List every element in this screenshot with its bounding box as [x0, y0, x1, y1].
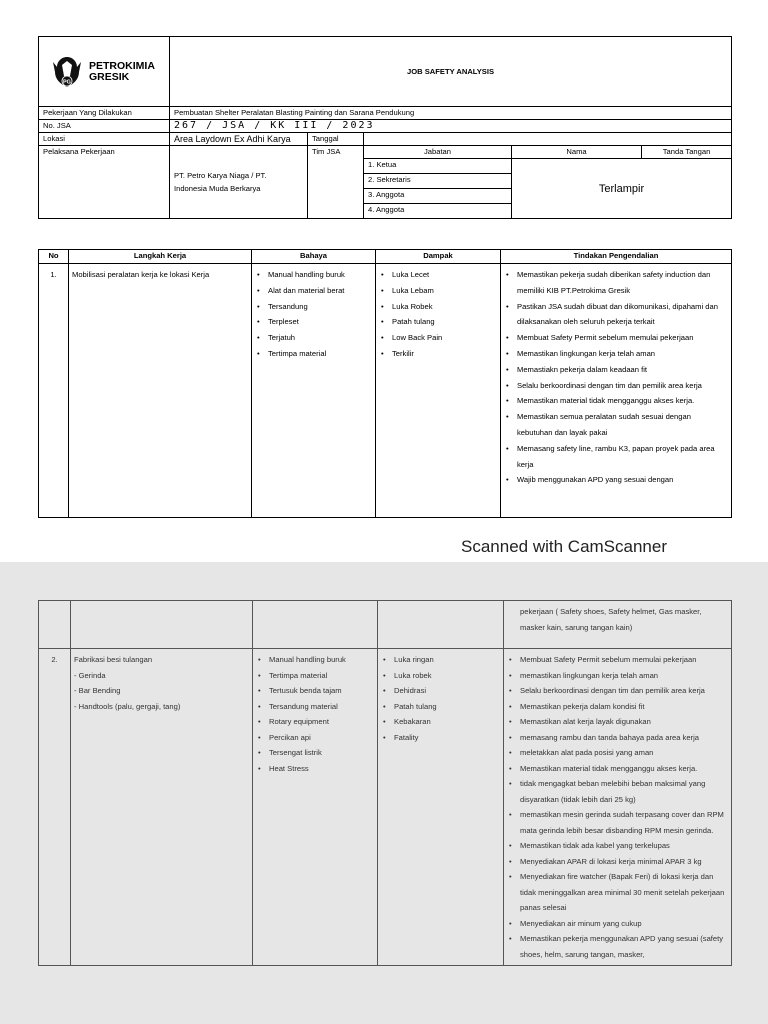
document-page-2 [0, 562, 768, 1024]
langkah-item: - Bar Bending [74, 686, 121, 695]
list-item: • Alat dan material berat [255, 283, 372, 299]
blank-cell [39, 601, 71, 649]
jsa-header-table [38, 36, 732, 219]
list-item: • Low Back Pain [379, 330, 497, 346]
list-item: • Manual handling buruk [255, 267, 372, 283]
list-item: • Menyediakan fire watcher (Bapak Feri) di lokasi kerja dan tidak meninggalkan area minimal 30 menit setelah pekerjaan panas selesai [507, 869, 728, 916]
langkah-item: - Handtools (palu, gergaji, tang) [74, 701, 181, 711]
jabatan-item: 2. Sekretaris [364, 174, 512, 189]
list-item: • Dehidrasi [381, 683, 500, 699]
list-item: • Memastiakn pekerja dalam keadaan fit [504, 362, 728, 378]
tanggal-value [364, 133, 732, 146]
list-item: • Tersandung material [256, 699, 374, 715]
list-item: • Memastikan pekerja sudah diberikan safety induction dan memiliki KIB PT.Petrokima Gresik [504, 267, 728, 299]
list-item: • Memasang safety line, rambu K3, papan proyek pada area kerja [504, 441, 728, 473]
list-item: • Memastikan alat kerja layak digunakan [507, 714, 728, 730]
list-item: • Membuat Safety Permit sebelum memulai pekerjaan [507, 652, 728, 668]
list-item: • Memastikan pekerja dalam kondisi fit [507, 699, 728, 715]
list-item: • meletakkan alat pada posisi yang aman [507, 745, 728, 761]
list-item: • memastikan lingkungan kerja telah aman [507, 668, 728, 684]
row-number: 1. [39, 264, 69, 518]
col-header-langkah: Langkah Kerja [69, 250, 252, 264]
langkah-title: Fabrikasi besi tulangan [74, 655, 153, 664]
list-item: • Memastikan pekerja menggunakan APD yang sesuai (safety shoes, helm, sarung tangan, masker, [507, 931, 728, 962]
jsa-steps-table [38, 249, 732, 518]
list-item: • Pastikan JSA sudah dibuat dan dikomunikasi, dipahami dan dilaksanakan oleh seluruh pekerja terkait [504, 299, 728, 331]
jabatan-item: 4. Anggota [364, 204, 512, 219]
nama-header: Nama [512, 146, 642, 159]
list-item: • Manual handling buruk [256, 652, 374, 668]
bahaya-list [255, 267, 372, 362]
list-item: • Luka Lebam [379, 283, 497, 299]
pelaksana-line-2: Indonesia Muda Berkarya [174, 184, 261, 193]
tindakan-cell [501, 264, 732, 518]
list-item: • Tertimpa material [255, 346, 372, 362]
dampak-list [379, 267, 497, 362]
bahaya-list [256, 652, 374, 776]
no-jsa-label: No. JSA [39, 120, 170, 133]
logo-line-1: PETROKIMIA [89, 59, 155, 72]
tim-jsa-label: Tim JSA [308, 146, 364, 219]
langkah-kerja [71, 649, 253, 966]
list-item: • Kebakaran [381, 714, 500, 730]
pekerjaan-value: Pembuatan Shelter Peralatan Blasting Painting dan Sarana Pendukung [170, 107, 732, 120]
terlampir-text: Terlampir [512, 159, 732, 219]
blank-cell [253, 601, 378, 649]
list-item: • Luka Robek [379, 299, 497, 315]
tindakan-list [507, 652, 728, 962]
dampak-cell [376, 264, 501, 518]
list-item: • Tertusuk benda tajam [256, 683, 374, 699]
list-item: • Selalu berkoordinasi dengan tim dan pemilik area kerja [507, 683, 728, 699]
col-header-tindakan: Tindakan Pengendalian [501, 250, 732, 264]
logo-line-2: GRESIK [89, 70, 130, 83]
list-item: • Tertimpa material [256, 668, 374, 684]
camscanner-watermark: Scanned with CamScanner [461, 537, 668, 556]
list-item: • Terjatuh [255, 330, 372, 346]
list-item: • Luka robek [381, 668, 500, 684]
blank-cell [378, 601, 504, 649]
list-item: • Terkilir [379, 346, 497, 362]
list-item: • Memastikan tidak ada kabel yang terkelupas [507, 838, 728, 854]
list-item: • Menyediakan air minum yang cukup [507, 916, 728, 932]
dampak-cell [378, 649, 504, 966]
jsa-steps-table-continued [38, 600, 732, 966]
tanggal-label: Tanggal [308, 133, 364, 146]
tanda-tangan-header: Tanda Tangan [642, 146, 732, 159]
list-item: • Tersandung [255, 299, 372, 315]
col-header-dampak: Dampak [376, 250, 501, 264]
list-item: • Luka Lecet [379, 267, 497, 283]
list-item: • Wajib menggunakan APD yang sesuai dengan [504, 472, 728, 488]
list-item: • Memastikan material tidak mengganggu akses kerja. [504, 393, 728, 409]
list-item: • Memastikan material tidak mengganggu akses kerja. [507, 761, 728, 777]
list-item: • Tersengat listrik [256, 745, 374, 761]
list-item: • memastikan mesin gerinda sudah terpasang cover dan RPM mata gerinda lebih besar disbanding RPM mesin gerinda. [507, 807, 728, 838]
list-item: • Patah tulang [381, 699, 500, 715]
list-item: • Terpleset [255, 314, 372, 330]
tindakan-cell [504, 649, 732, 966]
bahaya-cell [252, 264, 376, 518]
bahaya-cell [253, 649, 378, 966]
blank-cell [71, 601, 253, 649]
pelaksana-value [170, 146, 308, 219]
langkah-kerja: Mobilisasi peralatan kerja ke lokasi Kerja [69, 264, 252, 518]
list-item: • Memastikan lingkungan kerja telah aman [504, 346, 728, 362]
list-item: • Luka ringan [381, 652, 500, 668]
no-jsa-value: 267 / JSA / KK III / 2023 [170, 120, 732, 133]
tindakan-continuation: pekerjaan ( Safety shoes, Safety helmet, Gas masker, masker kain, sarung tangan kain) [504, 601, 732, 649]
lokasi-label: Lokasi [39, 133, 170, 146]
list-item: • memasang rambu dan tanda bahaya pada area kerja [507, 730, 728, 746]
list-item: • Memastikan semua peralatan sudah sesuai dengan kebutuhan dan layak pakai [504, 409, 728, 441]
list-item: • Menyediakan APAR di lokasi kerja minimal APAR 3 kg [507, 854, 728, 870]
row-number: 2. [39, 649, 71, 966]
list-item: • Patah tulang [379, 314, 497, 330]
jabatan-item: 3. Anggota [364, 189, 512, 204]
pelaksana-label: Pelaksana Pekerjaan [39, 146, 170, 219]
dampak-list [381, 652, 500, 745]
list-item: • Membuat Safety Permit sebelum memulai pekerjaan [504, 330, 728, 346]
svg-text:PG: PG [63, 79, 71, 85]
col-header-no: No [39, 250, 69, 264]
jabatan-header: Jabatan [364, 146, 512, 159]
document-title: JOB SAFETY ANALYSIS [170, 37, 732, 107]
tindakan-list [504, 267, 728, 488]
pekerjaan-label: Pekerjaan Yang Dilakukan [39, 107, 170, 120]
list-item: • Percikan api [256, 730, 374, 746]
petrokimia-logo-icon [49, 54, 85, 90]
jabatan-item: 1. Ketua [364, 159, 512, 174]
list-item: • Selalu berkoordinasi dengan tim dan pemilik area kerja [504, 378, 728, 394]
list-item: • Fatality [381, 730, 500, 746]
list-item: • Rotary equipment [256, 714, 374, 730]
col-header-bahaya: Bahaya [252, 250, 376, 264]
list-item: • Heat Stress [256, 761, 374, 777]
list-item: • tidak mengagkat beban melebihi beban maksimal yang disyaratkan (tidak lebih dari 25 kg) [507, 776, 728, 807]
langkah-item: - Gerinda [74, 670, 106, 680]
lokasi-value: Area Laydown Ex Adhi Karya [170, 133, 308, 146]
pelaksana-line-1: PT. Petro Karya Niaga / PT. [174, 171, 267, 180]
logo-cell [39, 37, 170, 107]
